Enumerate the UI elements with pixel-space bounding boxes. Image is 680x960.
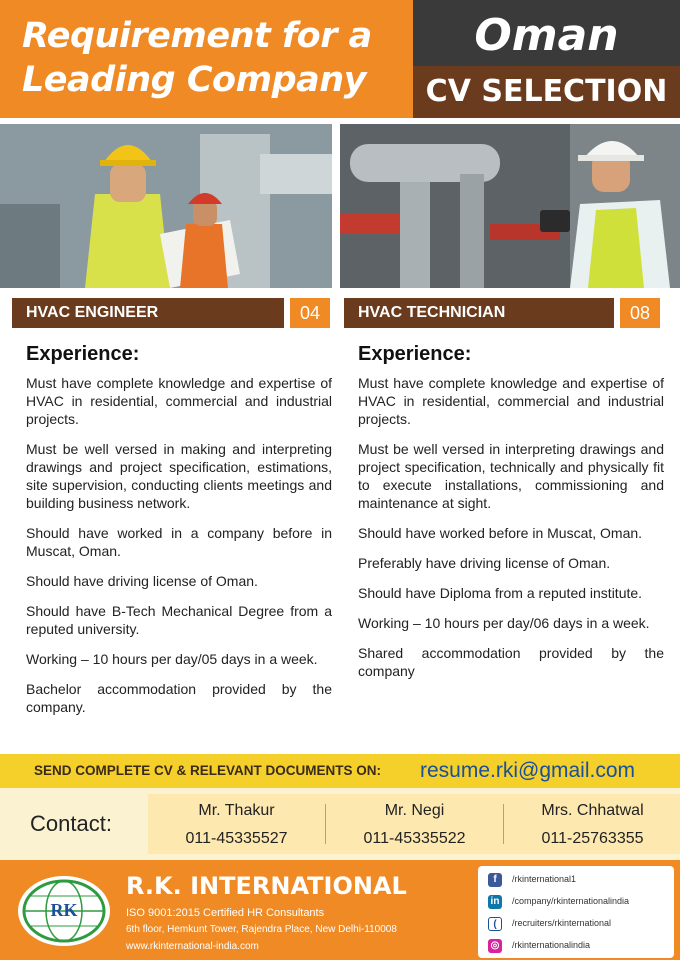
social-link-naukri[interactable]	[488, 914, 611, 934]
requirement-item: Bachelor accommodation provided by the company.	[26, 681, 332, 715]
company-address: 6th floor, Hemkunt Tower, Rajendra Place, New Delhi-110008	[126, 924, 397, 935]
contact-phone[interactable]: 011-25763355	[541, 830, 644, 847]
header-title-line2: Leading Company	[22, 60, 366, 100]
logo-text: RK	[50, 900, 78, 920]
social-handle: /rkinternationalindia	[512, 940, 591, 950]
contact-section	[0, 788, 680, 860]
send-cv-label: SEND COMPLETE CV & RELEVANT DOCUMENTS ON:	[34, 763, 382, 778]
footer	[0, 860, 680, 960]
company-name: R.K. INTERNATIONAL	[126, 872, 407, 900]
requirement-item: Should have Diploma from a reputed institute.	[358, 585, 643, 601]
vacancy-count: 04	[290, 298, 330, 328]
email-link[interactable]: resume.rki@gmail.com	[420, 759, 636, 782]
contact-person	[148, 794, 325, 854]
social-link-facebook[interactable]	[488, 870, 576, 890]
linkedin-icon: in	[488, 895, 502, 909]
country-name: Oman	[474, 10, 619, 61]
social-link-linkedin[interactable]	[488, 892, 629, 912]
job-title: HVAC TECHNICIAN	[344, 298, 614, 328]
contact-phone[interactable]: 011-45335522	[363, 830, 466, 847]
contact-people	[148, 794, 680, 854]
requirement-item: Must be well versed in interpreting drawings and project specification, technically and physically fit to execute installations, commissioning and maintenance at sight.	[358, 441, 664, 511]
experience-heading: Experience:	[358, 343, 472, 365]
social-link-instagram[interactable]	[488, 936, 590, 956]
requirement-item: Should have worked before in Muscat, Oman.	[358, 525, 643, 541]
requirement-item: Working – 10 hours per day/06 days in a week.	[358, 615, 650, 631]
send-cv-strip	[0, 754, 680, 788]
requirement-item: Should have worked in a company before in Muscat, Oman.	[26, 525, 332, 559]
requirement-item: Working – 10 hours per day/05 days in a week.	[26, 651, 318, 667]
header-banner	[0, 0, 680, 118]
requirement-item: Must have complete knowledge and expertise of HVAC in residential, commercial and industrial projects.	[26, 375, 332, 427]
social-handle: /rkinternational1	[512, 874, 577, 884]
technician-photo	[340, 124, 680, 288]
experience-heading: Experience:	[26, 343, 140, 365]
contact-name: Mrs. Chhatwal	[541, 802, 644, 819]
requirement-item: Should have driving license of Oman.	[26, 573, 258, 589]
contact-person	[504, 794, 680, 854]
job-title: HVAC ENGINEER	[12, 298, 284, 328]
facebook-icon: f	[488, 873, 502, 887]
social-handle: /company/rkinternationalindia	[512, 896, 630, 906]
technician-requirements	[358, 342, 664, 692]
header-title-line1: Requirement for a	[22, 16, 372, 56]
contact-phone[interactable]: 011-45335527	[185, 830, 288, 847]
requirement-item: Should have B-Tech Mechanical Degree from a reputed university.	[26, 603, 332, 637]
contact-label: Contact:	[30, 811, 112, 836]
requirement-item: Shared accommodation provided by the company	[358, 645, 664, 679]
job-title-bar-engineer	[12, 298, 330, 328]
contact-name: Mr. Thakur	[198, 802, 275, 819]
social-links-panel	[478, 866, 674, 958]
vacancy-count: 08	[620, 298, 660, 328]
header-country-panel	[413, 0, 680, 118]
social-handle: /recruiters/rkinternational	[512, 918, 612, 928]
contact-person	[326, 794, 503, 854]
engineer-photo	[0, 124, 332, 288]
requirement-item: Preferably have driving license of Oman.	[358, 555, 611, 571]
company-website[interactable]: www.rkinternational-india.com	[126, 941, 259, 952]
requirement-item: Must be well versed in making and interpreting drawings and project specification, estimations, site supervision, conducting clients meetings and building business network.	[26, 441, 332, 511]
company-logo	[18, 876, 110, 946]
requirement-item: Must have complete knowledge and expertise of HVAC in residential, commercial and industrial projects.	[358, 375, 664, 427]
engineer-requirements	[26, 342, 332, 728]
contact-name: Mr. Negi	[384, 802, 445, 819]
iso-certification: ISO 9001:2015 Certified HR Consultants	[126, 907, 325, 919]
job-title-bar-technician	[344, 298, 662, 328]
naukri-icon: (	[488, 917, 502, 931]
header-title	[22, 14, 402, 102]
cv-selection-label: CV SELECTION	[413, 66, 680, 118]
instagram-icon: ◎	[488, 939, 502, 953]
